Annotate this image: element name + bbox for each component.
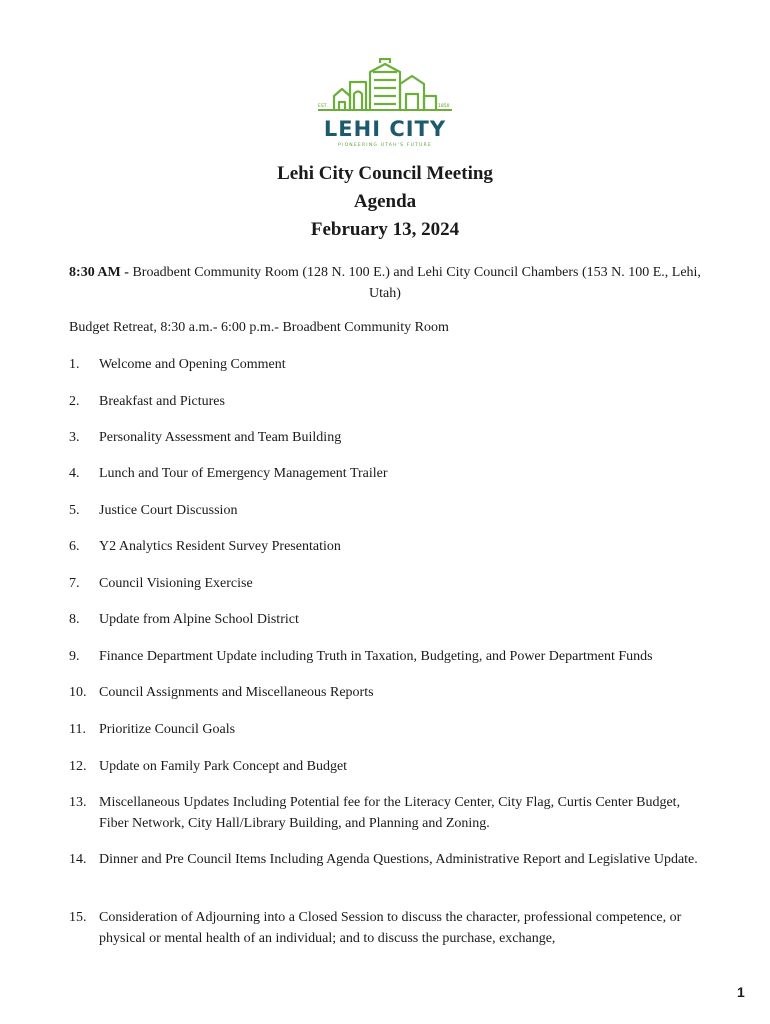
item-number: 2. [69, 394, 80, 409]
item-text: Consideration of Adjourning into a Closed Session to discuss the character, professional competence, or physical or mental health of an individual; and to discuss the purchase, exchange, [99, 910, 682, 946]
item-text: Welcome and Opening Comment [99, 357, 286, 372]
item-text: Y2 Analytics Resident Survey Presentation [99, 539, 341, 554]
item-number: 9. [69, 649, 80, 664]
agenda-item [69, 573, 709, 594]
item-text: Update from Alpine School District [99, 612, 299, 627]
item-text: Finance Department Update including Truth in Taxation, Budgeting, and Power Department Funds [99, 649, 653, 664]
agenda-item [69, 536, 709, 557]
item-text: Council Visioning Exercise [99, 576, 253, 591]
agenda-item [69, 756, 709, 777]
item-number: 15. [69, 910, 87, 925]
item-number: 1. [69, 357, 80, 372]
title-line-3: February 13, 2024 [310, 219, 460, 240]
logo-name: LEHI CITY [323, 117, 447, 141]
agenda-item [69, 682, 709, 703]
page-title [0, 160, 770, 244]
agenda-item [69, 792, 709, 834]
item-number: 12. [69, 759, 87, 774]
agenda-item [69, 646, 709, 667]
agenda-item [69, 849, 709, 870]
item-text: Prioritize Council Goals [99, 722, 236, 737]
item-number: 5. [69, 503, 80, 518]
agenda-item [69, 907, 709, 949]
item-number: 3. [69, 430, 80, 445]
page-number: 1 [737, 984, 745, 1000]
item-text: Council Assignments and Miscellaneous Reports [99, 685, 374, 700]
meeting-info [62, 262, 708, 304]
logo-est: EST [318, 104, 327, 109]
title-line-1: Lehi City Council Meeting [277, 163, 493, 184]
agenda-item [69, 609, 709, 630]
item-number: 4. [69, 466, 80, 481]
meeting-time: 8:30 AM - [69, 265, 129, 280]
item-text: Dinner and Pre Council Items Including Agenda Questions, Administrative Report and Legislative Update. [99, 852, 698, 867]
agenda-item [69, 500, 709, 521]
item-number: 7. [69, 576, 80, 591]
item-text: Personality Assessment and Team Building [99, 430, 342, 445]
city-skyline-icon [312, 58, 458, 118]
item-number: 11. [69, 722, 86, 737]
logo-tagline: PIONEERING UTAH'S FUTURE [338, 143, 432, 148]
agenda-item [69, 719, 709, 740]
agenda-item [69, 427, 709, 448]
agenda-item [69, 391, 709, 412]
logo-year: 1850 [438, 104, 450, 109]
title-line-2: Agenda [353, 191, 417, 212]
item-text: Update on Family Park Concept and Budget [99, 759, 348, 774]
lehi-city-logo [312, 58, 458, 152]
agenda-item [69, 354, 709, 375]
agenda-item [69, 463, 709, 484]
item-number: 6. [69, 539, 80, 554]
item-text: Justice Court Discussion [99, 503, 238, 518]
meeting-location: Broadbent Community Room (128 N. 100 E.) and Lehi City Council Chambers (153 N. 100 E., Lehi, Utah) [128, 265, 701, 301]
item-number: 14. [69, 852, 87, 867]
item-number: 13. [69, 795, 87, 810]
item-text: Breakfast and Pictures [99, 394, 225, 409]
budget-retreat: Budget Retreat, 8:30 a.m.- 6:00 p.m.- Broadbent Community Room [69, 320, 449, 335]
item-text: Miscellaneous Updates Including Potential fee for the Literacy Center, City Flag, Curtis Center Budget, Fiber Network, City Hall/Library Building, and Planning and Zoning. [99, 795, 681, 831]
item-text: Lunch and Tour of Emergency Management Trailer [99, 466, 388, 481]
item-number: 8. [69, 612, 80, 627]
item-number: 10. [69, 685, 87, 700]
